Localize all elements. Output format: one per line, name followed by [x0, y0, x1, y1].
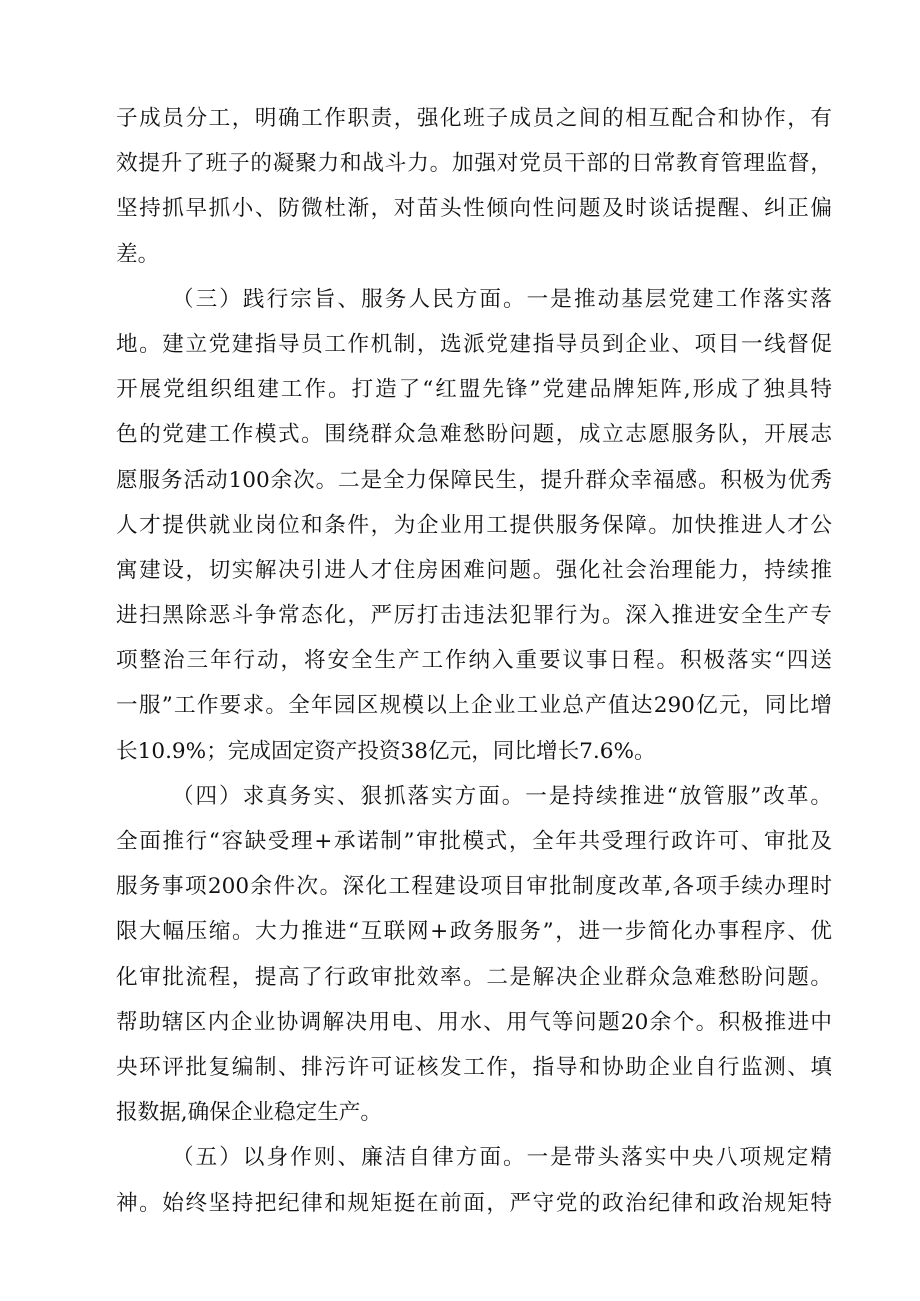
text-line: 化审批流程，提高了行政审批效率。二是解决企业群众急难愁盼问题。 — [116, 964, 832, 990]
text-line: 人才提供就业岗位和条件，为企业用工提供服务保障。加快推进人才公 — [116, 512, 832, 538]
text-line: 开展党组织组建工作。打造了“红盟先锋”党建品牌矩阵,形成了独具特 — [116, 377, 832, 403]
text-line: 子成员分工，明确工作职责，强化班子成员之间的相互配合和协作，有 — [116, 106, 832, 131]
text-line: 差。 — [116, 241, 160, 267]
text-line: 寓建设，切实解决引进人才住房困难问题。强化社会治理能力，持续推 — [116, 557, 832, 583]
section-heading-line: （五）以身作则、廉洁自律方面。一是带头落实中央八项规定精 — [172, 1145, 832, 1171]
text-line: 地。建立党建指导员工作机制，选派党建指导员到企业、项目一线督促 — [116, 331, 832, 357]
text-line: 进扫黑除恶斗争常态化，严厉打击违法犯罪行为。深入推进安全生产专 — [116, 603, 832, 629]
text-line: 愿服务活动100余次。二是全力保障民生，提升群众幸福感。积极为优秀 — [116, 467, 832, 493]
text-line: 色的党建工作模式。围绕群众急难愁盼问题，成立志愿服务队，开展志 — [116, 422, 832, 448]
text-line: 一服”工作要求。全年园区规模以上企业工业总产值达290亿元，同比增 — [116, 693, 832, 719]
text-line: 限大幅压缩。大力推进“互联网+政务服务”，进一步简化办事程序、优 — [116, 919, 832, 945]
text-line: 央环评批复编制、排污许可证核发工作，指导和协助企业自行监测、填 — [116, 1054, 832, 1080]
text-line: 长10.9%；完成固定资产投资38亿元，同比增长7.6%。 — [116, 738, 656, 764]
text-line: 报数据,确保企业稳定生产。 — [116, 1100, 382, 1126]
document-body — [116, 96, 832, 1226]
text-line: 服务事项200余件次。深化工程建设项目审批制度改革,各项手续办理时 — [116, 874, 832, 900]
text-line: 帮助辖区内企业协调解决用电、用水、用气等问题20余个。积极推进中 — [116, 1009, 832, 1035]
text-line: 坚持抓早抓小、防微杜渐，对苗头性倾向性问题及时谈话提醒、纠正偏 — [116, 196, 832, 222]
text-line: 全面推行“容缺受理+承诺制”审批模式，全年共受理行政许可、审批及 — [116, 829, 832, 854]
section-heading-line: （三）践行宗旨、服务人民方面。一是推动基层党建工作落实落 — [172, 286, 832, 312]
section-heading-line: （四）求真务实、狠抓落实方面。一是持续推进“放管服”改革。 — [172, 783, 832, 809]
text-line: 效提升了班子的凝聚力和战斗力。加强对党员干部的日常教育管理监督， — [116, 151, 832, 177]
text-line: 神。始终坚持把纪律和规矩挺在前面，严守党的政治纪律和政治规矩特 — [116, 1190, 832, 1216]
text-line: 项整治三年行动，将安全生产工作纳入重要议事日程。积极落实“四送 — [116, 648, 832, 674]
